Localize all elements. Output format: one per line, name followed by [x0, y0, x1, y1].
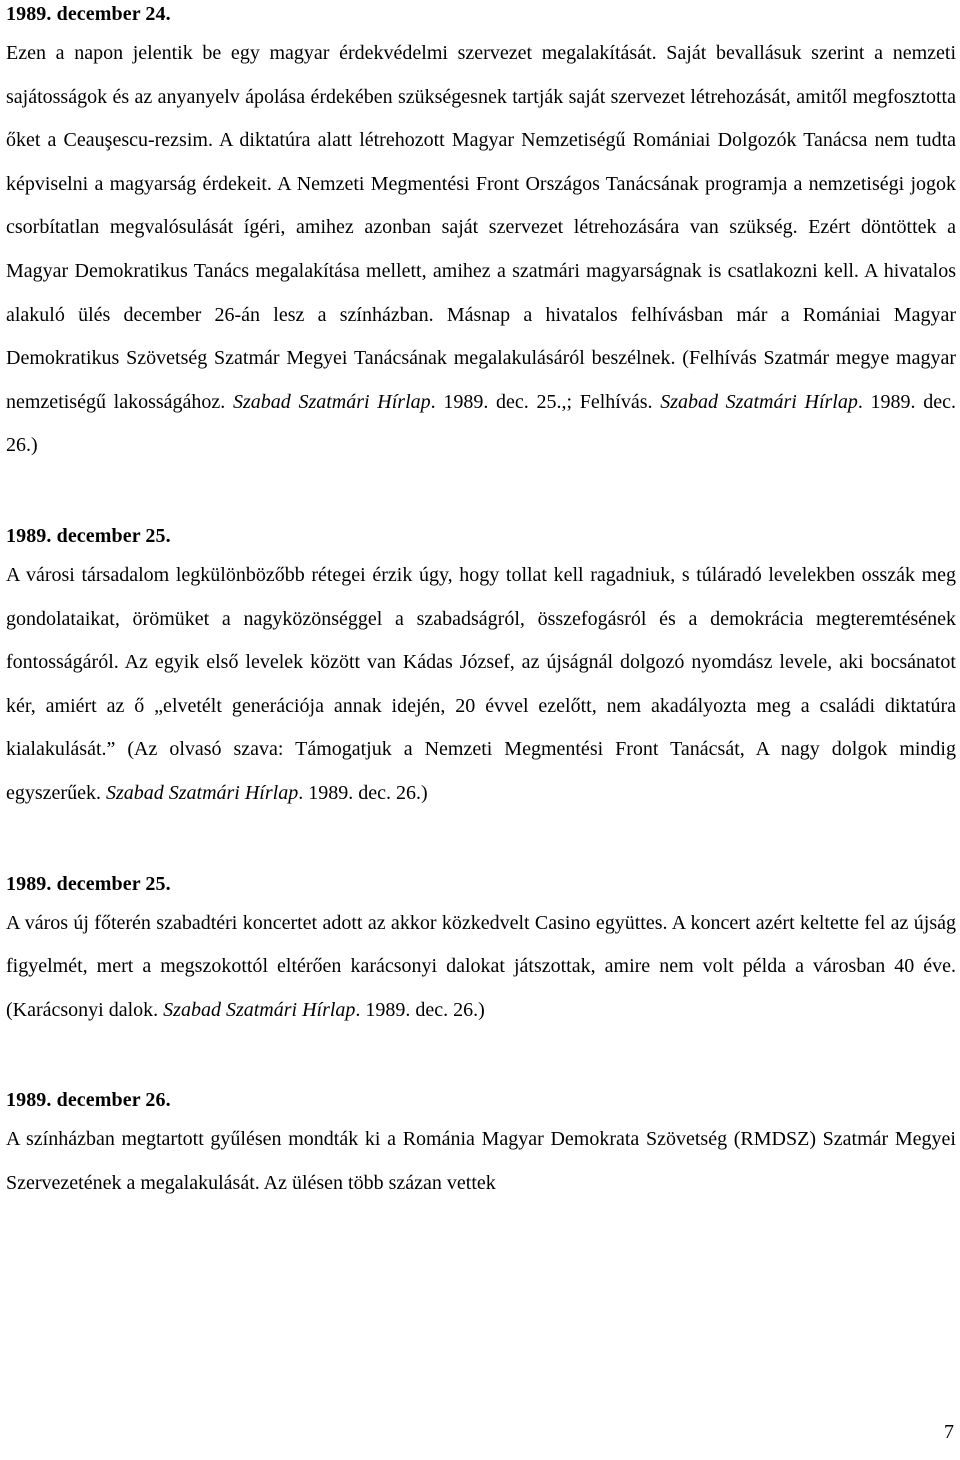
entry-1989-12-25-concert	[6, 870, 956, 1033]
text-segment: A város új főterén szabadtéri koncertet adott az akkor közkedvelt Casino együttes. A koncert azért keltette fel az újság figyelmét, mert a megszokottól eltérően karácsonyi dalokat játszottak, amire nem volt példa a városban 40 éve. (Karácsonyi dalok.	[6, 911, 956, 1021]
entry-1989-12-24	[6, 0, 956, 468]
text-segment: . 1989. dec. 26.)	[355, 998, 485, 1021]
page-number: 7	[944, 1421, 954, 1443]
entry-1989-12-25-letters	[6, 522, 956, 816]
text-segment: . 1989. dec. 25.,; Felhívás.	[430, 390, 661, 413]
newspaper-title: Szabad Szatmári Hírlap	[105, 781, 299, 804]
entry-1989-12-26	[6, 1086, 956, 1205]
entry-paragraph	[6, 554, 956, 816]
entry-paragraph	[6, 902, 956, 1033]
entry-paragraph	[6, 32, 956, 468]
text-segment: . 1989. dec. 26.)	[6, 390, 956, 457]
entry-date: 1989. december 26.	[6, 1089, 171, 1112]
text-segment: A színházban megtartott gyűlésen mondták ki a Románia Magyar Demokrata Szövetség (RMDSZ) Szatmár Megyei Szervezetének a megalakulását. Az ülésen több százan vettek	[6, 1128, 956, 1194]
entry-paragraph	[6, 1118, 956, 1205]
document-page	[6, 0, 956, 1205]
newspaper-title: Szabad Szatmári Hírlap	[232, 390, 431, 413]
text-segment: Ezen a napon jelentik be egy magyar érdekvédelmi szervezet megalakítását. Saját bevallásuk szerint a nemzeti sajátosságok és az anyanyelv ápolása érdekében szükségesnek tartják saját szervezet létrehozását, amitől megfosztotta őket a Ceauşescu-rezsim. A diktatúra alatt létrehozott Magyar Nemzetiségű Romániai Dolgozók Tanácsa nem tudta képviselni a magyarság érdekeit. A Nemzeti Megmentési Front Országos Tanácsának programja a nemzetiségi jogok csorbítatlan megvalósulását ígéri, amihez azonban saját szervezet létrehozására van szükség. Ezért döntöttek a Magyar Demokratikus Tanács megalakítása mellett, amihez a szatmári magyarságnak is csatlakozni kell. A hivatalos alakuló ülés december 26-án lesz a színházban. Másnap a hivatalos felhívásban már a Romániai Magyar Demokratikus Szövetség Szatmár Megyei Tanácsának megalakulásáról beszélnek. (Felhívás Szatmár megye magyar nemzetiségű lakosságához.	[6, 42, 956, 413]
newspaper-title: Szabad Szatmári Hírlap	[163, 998, 356, 1021]
newspaper-title: Szabad Szatmári Hírlap	[660, 390, 858, 413]
entry-date: 1989. december 24.	[6, 3, 171, 25]
text-segment: A városi társadalom legkülönbözőbb rétegei érzik úgy, hogy tollat kell ragadniuk, s túláradó levelekben osszák meg gondolataikat, örömüket a nagyközönséggel a szabadságról, összefogásról és a demokrácia megteremtésének fontosságáról. Az egyik első levelek között van Kádas József, az újságnál dolgozó nyomdász levele, aki bocsánatot kér, amiért az ő „elvetélt generációja annak idején, 20 évvel ezelőtt, nem akadályozta meg a családi diktatúra kialakulását.” (Az olvasó szava: Támogatjuk a Nemzeti Megmentési Front Tanácsát, A nagy dolgok mindig egyszerűek.	[6, 563, 956, 804]
text-segment: . 1989. dec. 26.)	[298, 781, 428, 804]
entry-date: 1989. december 25.	[6, 872, 171, 895]
entry-date: 1989. december 25.	[6, 524, 171, 547]
